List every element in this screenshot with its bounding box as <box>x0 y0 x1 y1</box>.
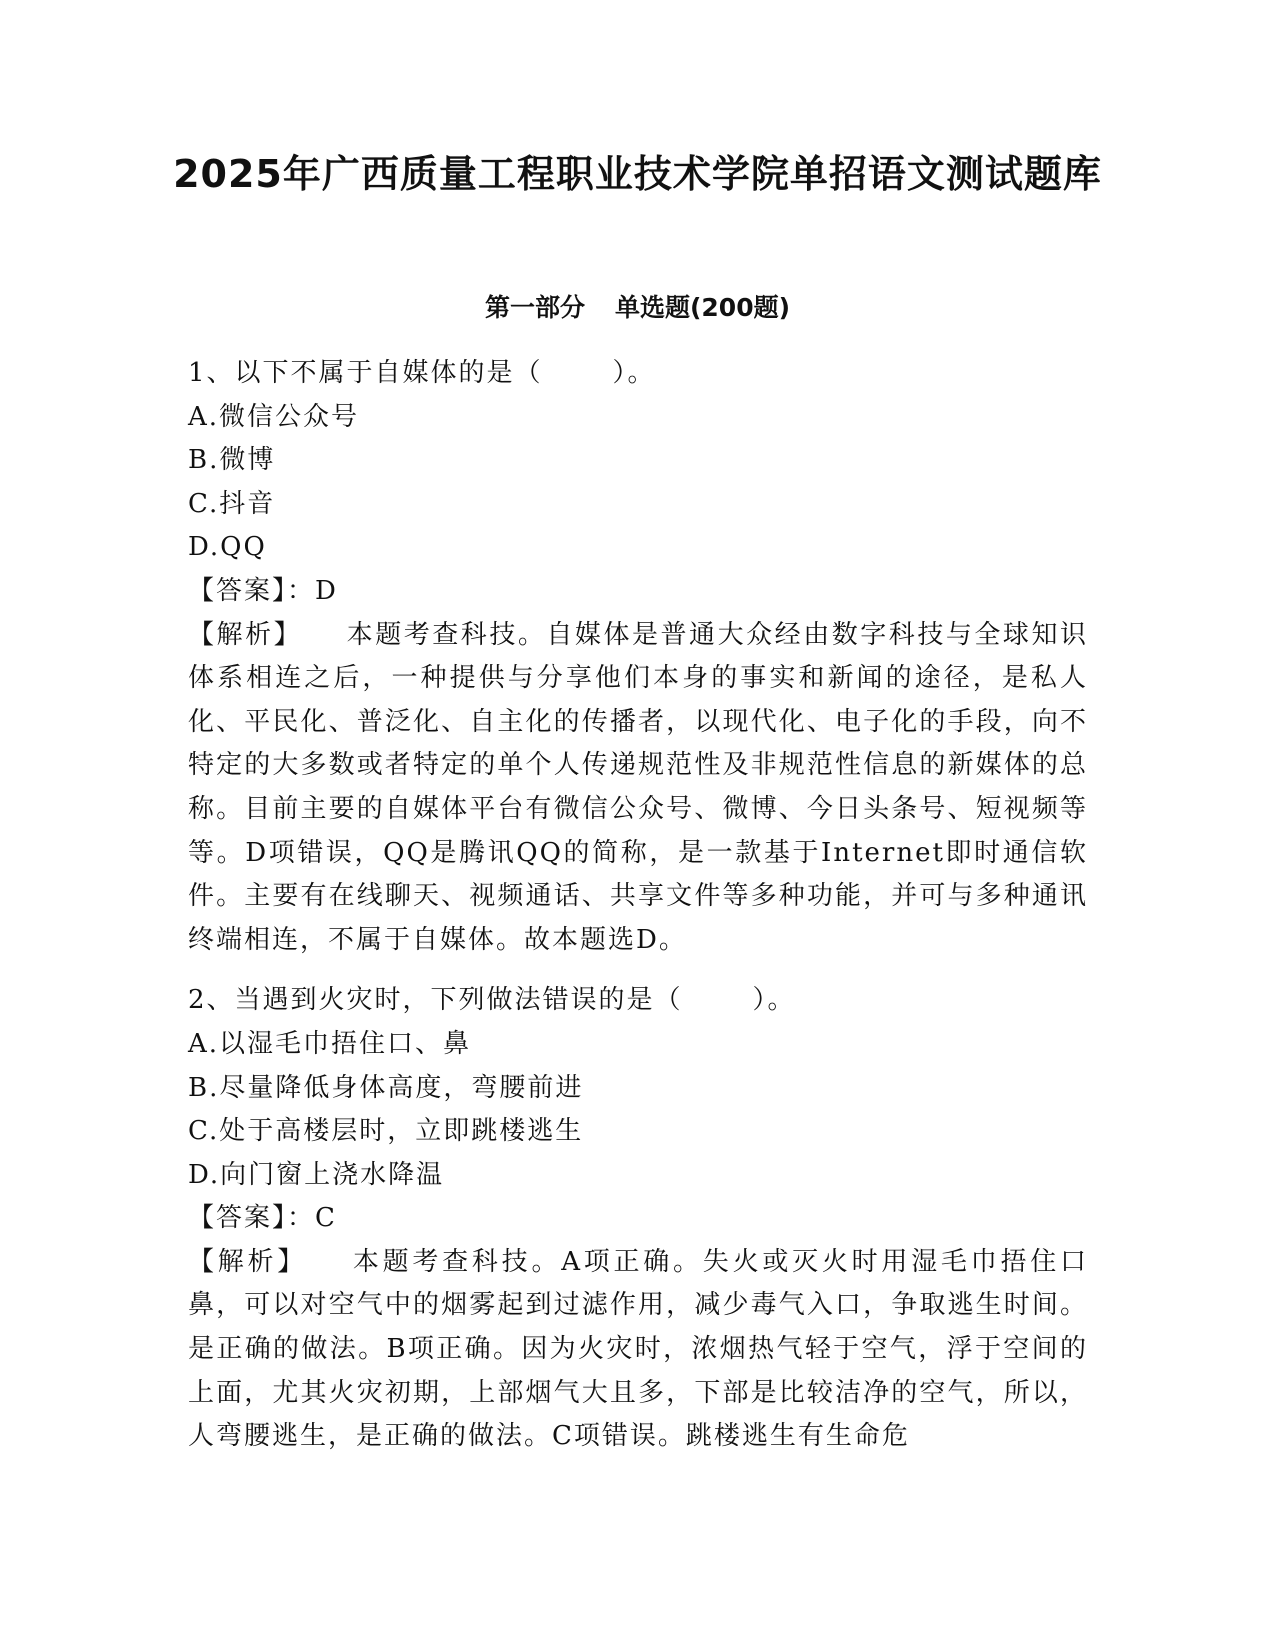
answer-value: C <box>315 1203 337 1234</box>
option-a: A.以湿毛巾捂住口、鼻 <box>188 1028 472 1059</box>
analysis-text: 本题考查科技。A项正确。失火或灭火时用湿毛巾捂住口鼻，可以对空气中的烟雾起到过滤作用，减少毒气入口，争取逃生时间。是正确的做法。B项正确。因为火灾时，浓烟热气轻于空气，浮于空间的上面，尤其火灾初期，上部烟气大且多，下部是比较洁净的空气，所以，人弯腰逃生，是正确的做法。C项错误。跳楼逃生有生命危 <box>188 1246 1088 1452</box>
question-item <box>188 352 1088 962</box>
section-name: 单选题(200题) <box>614 293 791 322</box>
option-b: B.微博 <box>188 445 276 476</box>
answer-label: 【答案】 <box>188 575 288 606</box>
section-heading <box>0 290 1275 326</box>
option-c: C.抖音 <box>188 488 276 519</box>
analysis-label: 【解析】 <box>188 619 303 650</box>
question-item <box>188 979 1088 1459</box>
answer-line: 【答案】：C <box>188 1203 337 1234</box>
question-stem: 2、当遇到火灾时，下列做法错误的是（ ）。 <box>188 985 796 1016</box>
question-list <box>188 352 1088 1459</box>
analysis-paragraph <box>188 614 1088 963</box>
option-b: B.尽量降低身体高度，弯腰前进 <box>188 1072 584 1103</box>
answer-value: D <box>315 575 338 606</box>
document-title: 2025年广西质量工程职业技术学院单招语文测试题库 <box>173 152 1102 196</box>
answer-label: 【答案】 <box>188 1203 288 1234</box>
answer-line: 【答案】：D <box>188 575 338 606</box>
analysis-text: 本题考查科技。自媒体是普通大众经由数字科技与全球知识体系相连之后，一种提供与分享他们本身的事实和新闻的途径，是私人化、平民化、普泛化、自主化的传播者，以现代化、电子化的手段，向不特定的大多数或者特定的单个人传递规范性及非规范性信息的新媒体的总称。目前主要的自媒体平台有微信公众号、微博、今日头条号、短视频等等。D项错误，QQ是腾讯QQ的简称，是一款基于Internet即时通信软件。主要有在线聊天、视频通话、共享文件等多种功能，并可与多种通讯终端相连，不属于自媒体。故本题选D。 <box>188 619 1088 955</box>
analysis-label: 【解析】 <box>188 1246 308 1277</box>
option-a: A.微信公众号 <box>188 401 360 432</box>
option-c: C.处于高楼层时，立即跳楼逃生 <box>188 1116 584 1147</box>
option-d: D.向门窗上浇水降温 <box>188 1159 445 1190</box>
option-d: D.QQ <box>188 532 267 563</box>
question-stem: 1、以下不属于自媒体的是（ ）。 <box>188 358 656 388</box>
analysis-paragraph <box>188 1241 1088 1459</box>
section-part: 第一部分 <box>484 293 585 322</box>
